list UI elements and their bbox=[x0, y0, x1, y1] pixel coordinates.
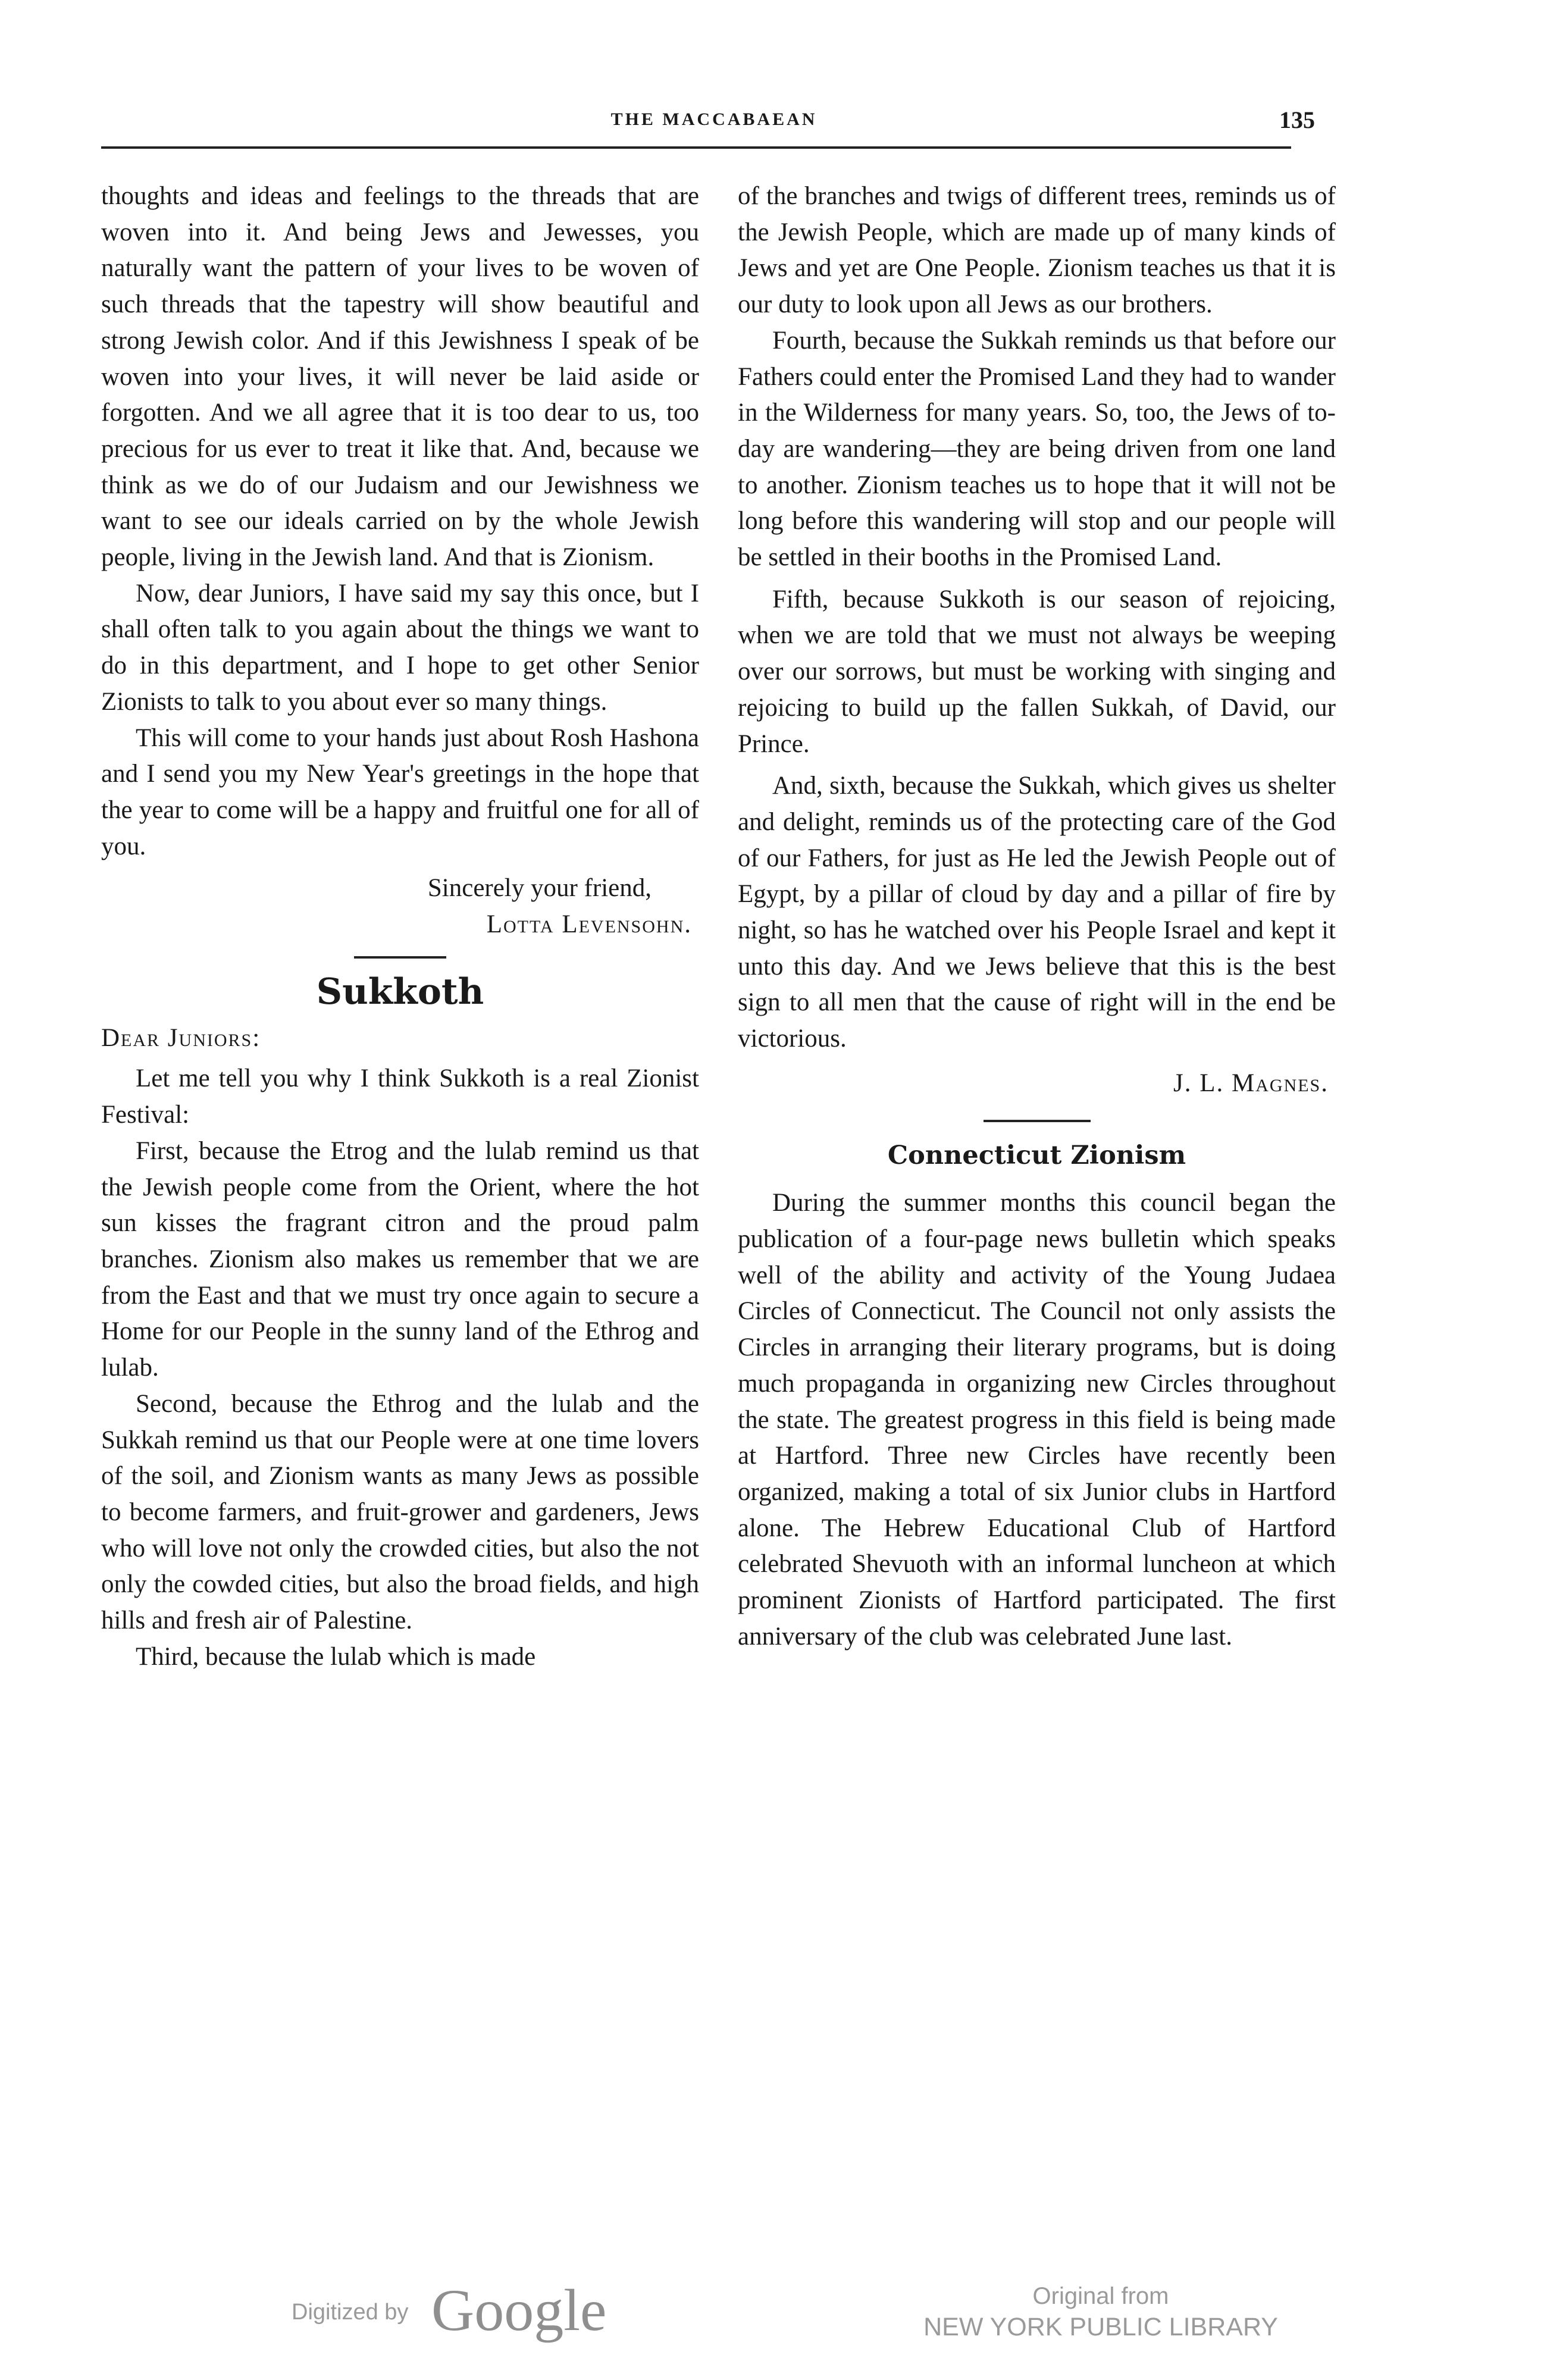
paragraph: Fifth, because Sukkoth is our season of rejoicing, when we are told that we must not always be weeping over our sorrows, but must be working with singing and rejoicing to build up the fallen Sukkah, of David, our Prince. bbox=[738, 585, 1336, 758]
paragraph: During the summer months this council began the publication of a four-page news bulletin which speaks well of the ability and activity of the Young Judaea Circles of Connecticut. The Council not only assists the Circles in arranging their literary programs, but is doing much propaganda in organizing new Circles throughout the state. The greatest progress in this field is being made at Hartford. Three new Circles have recently been organized, making a total of six Junior clubs in Hartford alone. The Hebrew Educational Club of Hartford celebrated Shevuoth with an informal luncheon at which prominent Zionists of Hartford participated. The first anniversary of the club was celebrated June last. bbox=[738, 1189, 1336, 1651]
paragraph: This will come to your hands just about Rosh Hashona and I send you my New Year's greetings in the hope that the year to come will be a happy and fruitful one for all of you. bbox=[101, 724, 699, 860]
salutation: Dear Juniors: bbox=[101, 1023, 261, 1052]
paragraph: Third, because the lulab which is made bbox=[136, 1642, 536, 1671]
section-separator bbox=[354, 956, 446, 959]
closing-line: Sincerely your friend, bbox=[427, 874, 652, 903]
section-separator bbox=[984, 1120, 1091, 1122]
header-rule bbox=[101, 146, 1291, 149]
left-column bbox=[101, 178, 699, 1675]
library-name: NEW YORK PUBLIC LIBRARY bbox=[923, 2313, 1278, 2341]
right-column bbox=[738, 178, 1336, 1655]
section-heading: Sukkoth bbox=[316, 970, 484, 1013]
running-title: THE MACCABAEAN bbox=[610, 109, 818, 129]
page-number: 135 bbox=[1279, 107, 1315, 133]
original-from-label: Original from bbox=[1032, 2283, 1169, 2309]
paragraph: thoughts and ideas and feelings to the threads that are woven into it. And being Jews and Jewesses, you naturally want the pattern of your lives to be woven of such threads that the tapestry will show beautiful and strong Jewish color. And if this Jewishness I speak of be woven into your lives, it will never be laid aside or forgotten. And we all agree that it is too dear to us, too precious for us ever to treat it like that. And, because we think as we do of our Judaism and our Jewishness we want to see our ideals carried on by the whole Jewish people, living in the Jewish land. And that is Zionism. bbox=[101, 182, 699, 572]
google-logo: Google bbox=[431, 2277, 607, 2343]
paragraph: Now, dear Juniors, I have said my say this once, but I shall often talk to you again about the things we want to do in this department, and I hope to get other Senior Zionists to talk to you about ever so many things. bbox=[101, 579, 699, 716]
signature: J. L. Magnes. bbox=[1173, 1069, 1329, 1097]
paragraph: of the branches and twigs of different trees, reminds us of the Jewish People, which are made up of many kinds of Jews and yet are One People. Zionism teaches us that it is our duty to look upon all Jews as our brothers. bbox=[738, 182, 1336, 319]
running-header bbox=[101, 106, 1327, 148]
paragraph: First, because the Etrog and the lulab remind us that the Jewish people come from the Orient, where the hot sun kisses the fragrant citron and the proud palm branches. Zionism also makes us remember that we are from the East and that we must try once again to secure a Home for our People in the sunny land of the Ethrog and lulab. bbox=[101, 1136, 699, 1382]
section-heading: Connecticut Zionism bbox=[887, 1140, 1186, 1170]
digitization-footer bbox=[0, 2276, 1544, 2353]
paragraph: Second, because the Ethrog and the lulab and the Sukkah remind us that our People were at one time lovers of the soil, and Zionism wants as many Jews as possible to become farmers, and fruit-grower and gardeners, Jews who will love not only the crowded cities, but also the not only the cowded cities, but also the broad fields, and high hills and fresh air of Palestine. bbox=[101, 1389, 699, 1635]
paragraph: Fourth, because the Sukkah reminds us that before our Fathers could enter the Promised Land they had to wander in the Wilderness for many years. So, too, the Jews of to-day are wandering—they are being driven from one land to another. Zionism teaches us to hope that it will not be long before this wandering will stop and our people will be settled in their booths in the Promised Land. bbox=[738, 326, 1336, 572]
digitized-by-label: Digitized by bbox=[292, 2300, 409, 2325]
signature: Lotta Levensohn. bbox=[486, 910, 692, 939]
paragraph: And, sixth, because the Sukkah, which gives us shelter and delight, reminds us of the protecting care of the God of our Fathers, for just as He led the Jewish People out of Egypt, by a pillar of cloud by day and a pillar of fire by night, so has he watched over his People Israel and kept it unto this day. And we Jews believe that this is the best sign to all men that the cause of right will in the end be victorious. bbox=[738, 772, 1336, 1053]
paragraph: Let me tell you why I think Sukkoth is a real Zionist Festival: bbox=[101, 1064, 699, 1129]
